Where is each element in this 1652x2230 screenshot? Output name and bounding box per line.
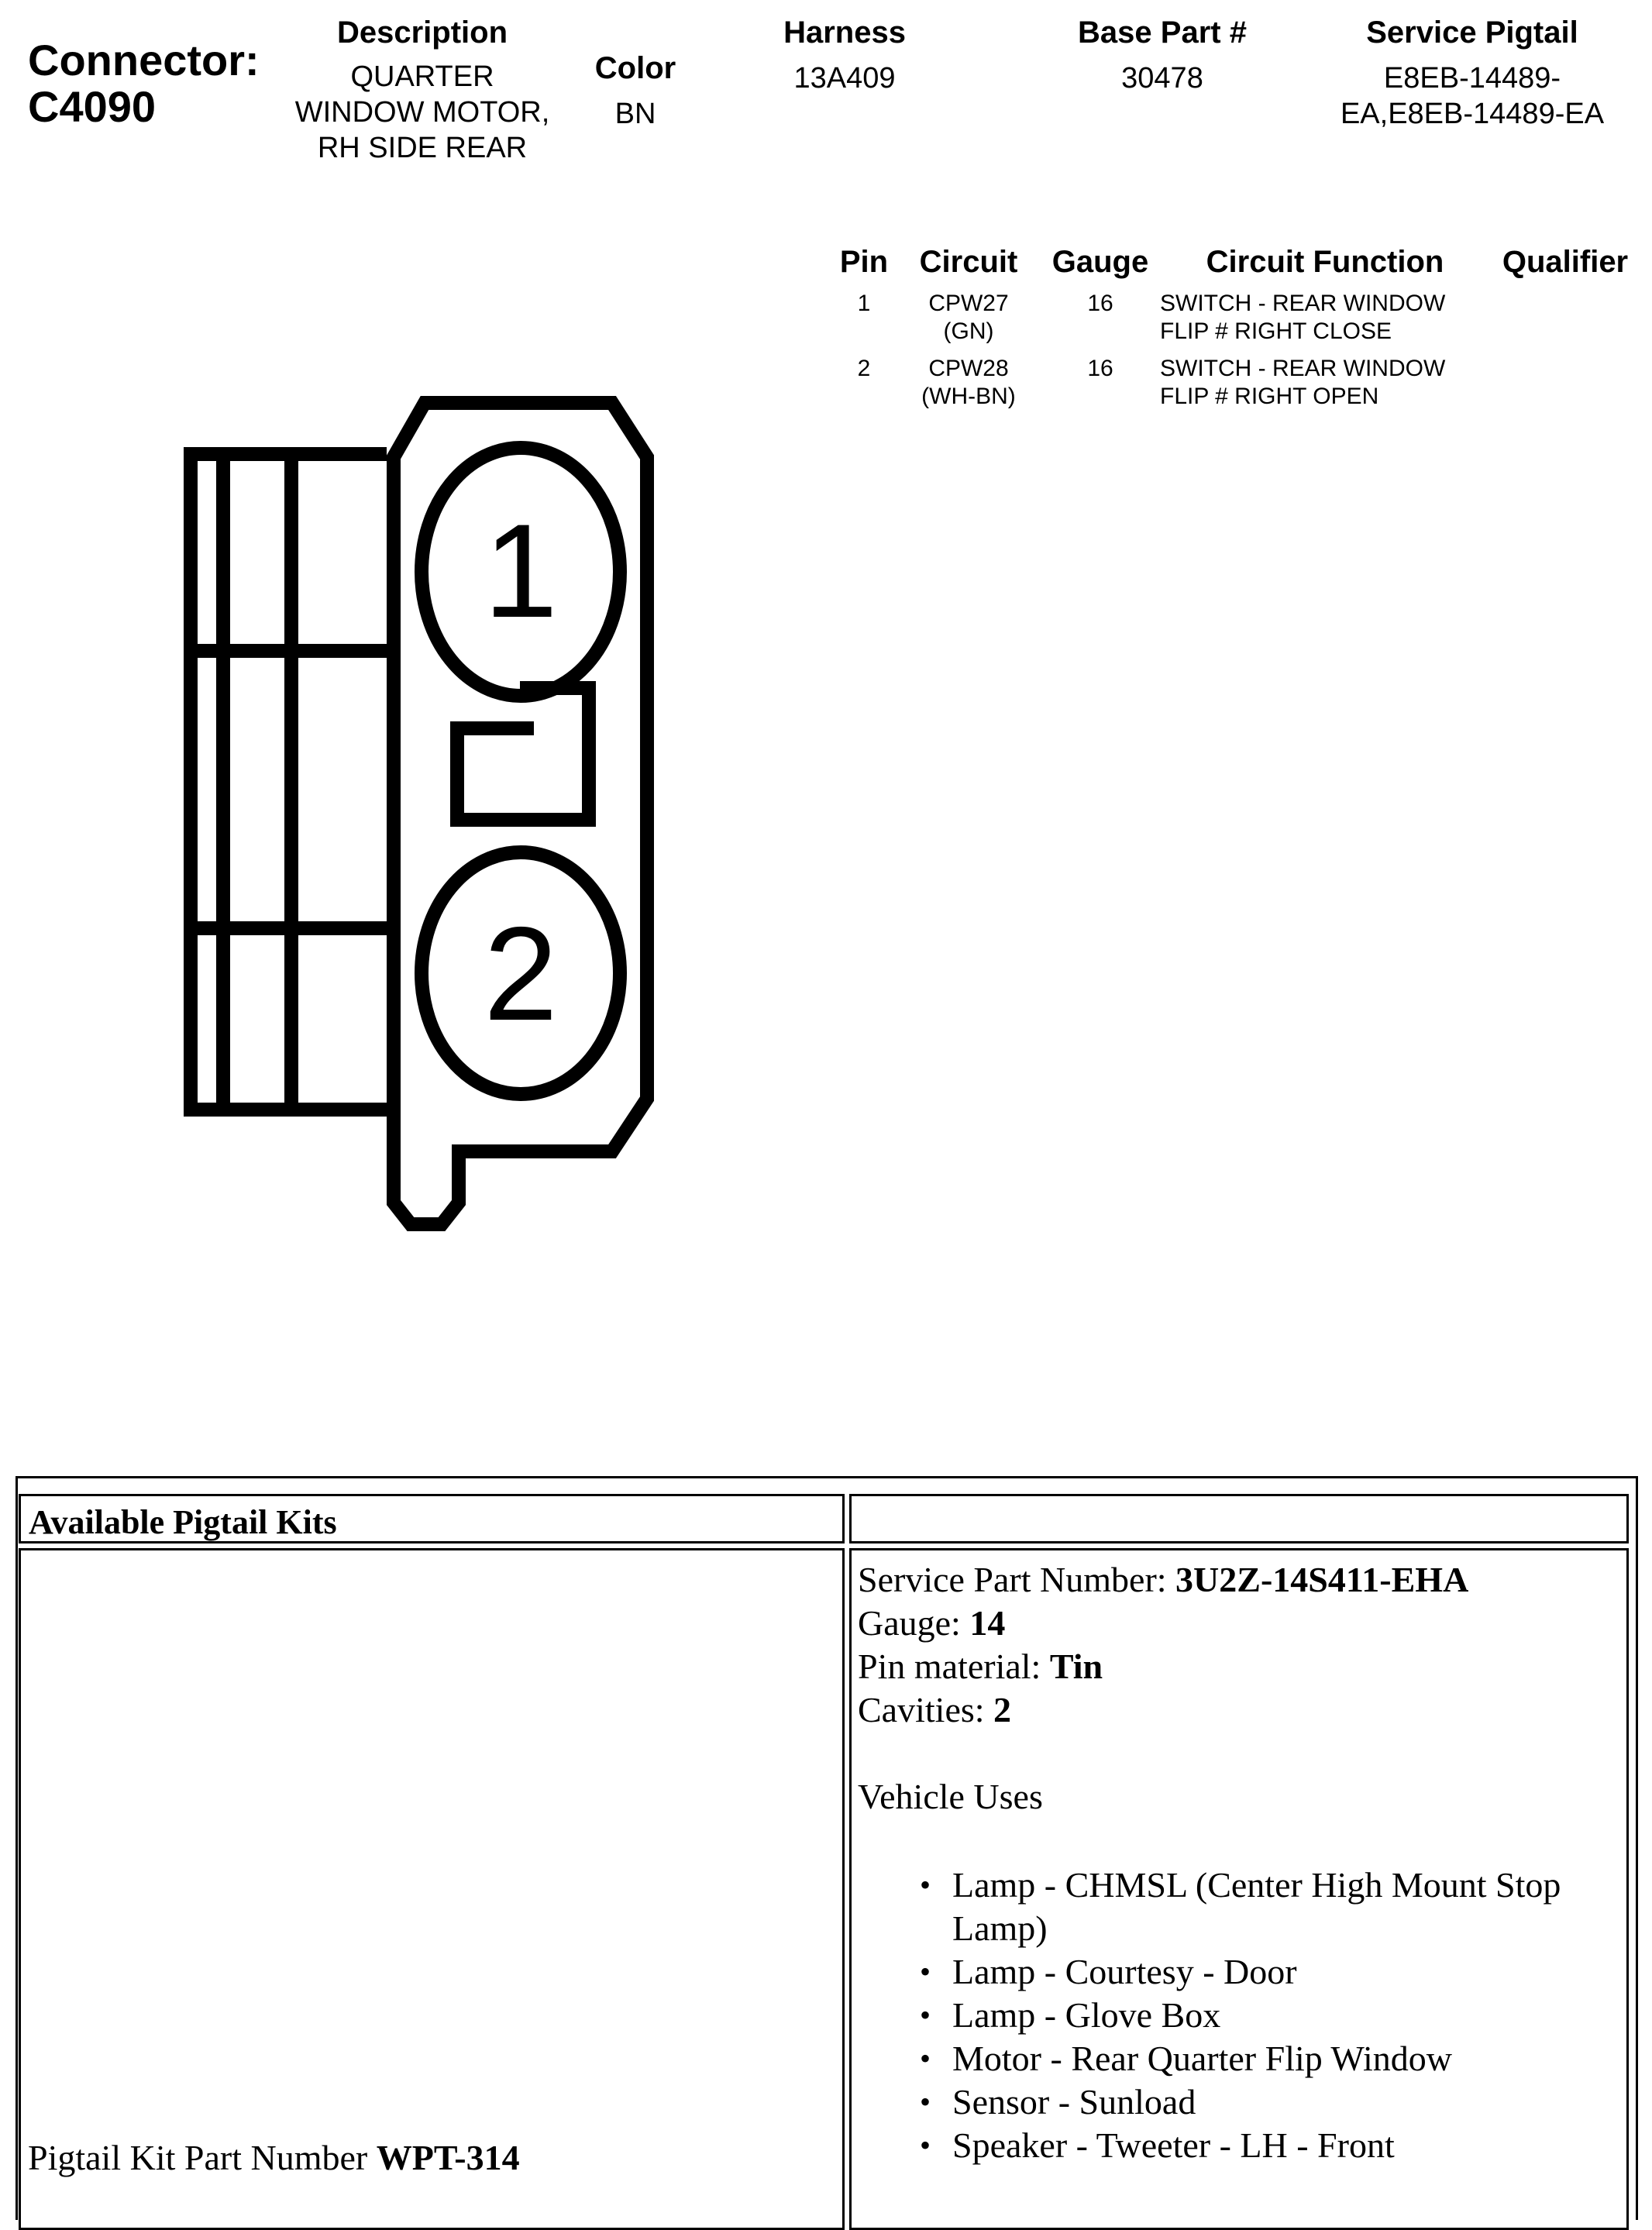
pigtail-kits-title-spacer [849, 1494, 1629, 1543]
description-line: WINDOW MOTOR, [294, 96, 550, 129]
service-pigtail-header: Service Pigtail [1366, 15, 1578, 50]
circuit-id: CPW27 [928, 291, 1009, 316]
connector-face-diagram [178, 387, 674, 1271]
circuit-cell [907, 355, 1031, 411]
kit-part-label: Pigtail Kit Part Number [28, 2138, 377, 2177]
cavity-1-label: 1 [484, 497, 558, 645]
service-pigtail-line: E8EB-14489- [1383, 62, 1561, 95]
vehicle-use-item: • Lamp - CHMSL (Center High Mount Stop Lamp) [858, 1863, 1626, 1950]
cavities-line [858, 1688, 1620, 1732]
color-value: BN [614, 98, 656, 130]
circuit-id: CPW28 [928, 356, 1009, 381]
pigtail-kit-details-cell [849, 1548, 1629, 2230]
circuit-color: (GN) [943, 318, 994, 344]
pigtail-kit-left-cell [19, 1548, 845, 2230]
circuit-function-cell [1160, 355, 1485, 411]
connector-label-line1: Connector: [28, 36, 260, 84]
gauge-cell: 16 [1087, 291, 1113, 316]
pin-number: 1 [857, 291, 871, 316]
connector-label [28, 37, 260, 130]
vehicle-use-item: • Sensor - Sunload [858, 2080, 1626, 2124]
circuit-function-line: SWITCH - REAR WINDOW [1160, 356, 1446, 381]
base-part-value: 30478 [1121, 62, 1203, 95]
circuit-color: (WH-BN) [921, 384, 1016, 409]
vehicle-use-item: • Lamp - Courtesy - Door [858, 1950, 1626, 1994]
circuit-column-header: Circuit [919, 245, 1018, 279]
polarizing-key [457, 688, 589, 820]
pin-material-value: Tin [1049, 1647, 1103, 1686]
vehicle-use-item: • Motor - Rear Quarter Flip Window [858, 2037, 1626, 2080]
gauge-label: Gauge: [858, 1603, 970, 1643]
pigtail-kits-title: Available Pigtail Kits [19, 1494, 845, 1543]
harness-value: 13A409 [793, 62, 896, 95]
connector-id: C4090 [28, 82, 157, 131]
cavity-2-label: 2 [484, 900, 558, 1048]
service-pigtail-line: EA,E8EB-14489-EA [1340, 98, 1605, 130]
color-header: Color [594, 51, 676, 85]
vehicle-use-item: • Speaker - Tweeter - LH - Front [858, 2124, 1626, 2167]
description-line: QUARTER [350, 60, 494, 93]
gauge-value: 14 [969, 1603, 1006, 1643]
description-line: RH SIDE REAR [317, 132, 528, 164]
description-value [267, 59, 577, 166]
pin-material-line [858, 1645, 1620, 1688]
pin-material-label: Pin material: [858, 1647, 1050, 1686]
gauge-column-header: Gauge [1051, 245, 1149, 279]
pigtail-kit-part-number [28, 2137, 520, 2178]
circuit-function-cell [1160, 290, 1485, 346]
circuit-function-column-header: Circuit Function [1206, 245, 1444, 279]
kit-part-value: WPT-314 [376, 2138, 520, 2177]
circuit-function-line: SWITCH - REAR WINDOW [1160, 291, 1446, 316]
cavities-value: 2 [993, 1690, 1012, 1729]
circuit-function-line: FLIP # RIGHT OPEN [1160, 384, 1379, 409]
circuit-cell [907, 290, 1031, 346]
vehicle-uses-list [858, 1863, 1620, 2167]
circuit-function-line: FLIP # RIGHT CLOSE [1160, 318, 1392, 344]
service-pigtail-value [1317, 60, 1627, 132]
service-part-number [858, 1558, 1620, 1602]
harness-header: Harness [783, 15, 906, 50]
description-header: Description [336, 15, 508, 50]
gauge-line [858, 1602, 1620, 1645]
base-part-header: Base Part # [1078, 15, 1247, 50]
qualifier-column-header: Qualifier [1502, 245, 1629, 279]
vehicle-uses-heading: Vehicle Uses [858, 1777, 1043, 1816]
service-part-label: Service Part Number: [858, 1560, 1176, 1599]
pin-number: 2 [857, 356, 871, 381]
pin-column-header: Pin [839, 245, 889, 279]
cavities-label: Cavities: [858, 1690, 994, 1729]
service-part-value: 3U2Z-14S411-EHA [1175, 1560, 1469, 1599]
vehicle-use-item: • Lamp - Glove Box [858, 1994, 1626, 2037]
gauge-cell: 16 [1087, 356, 1113, 381]
